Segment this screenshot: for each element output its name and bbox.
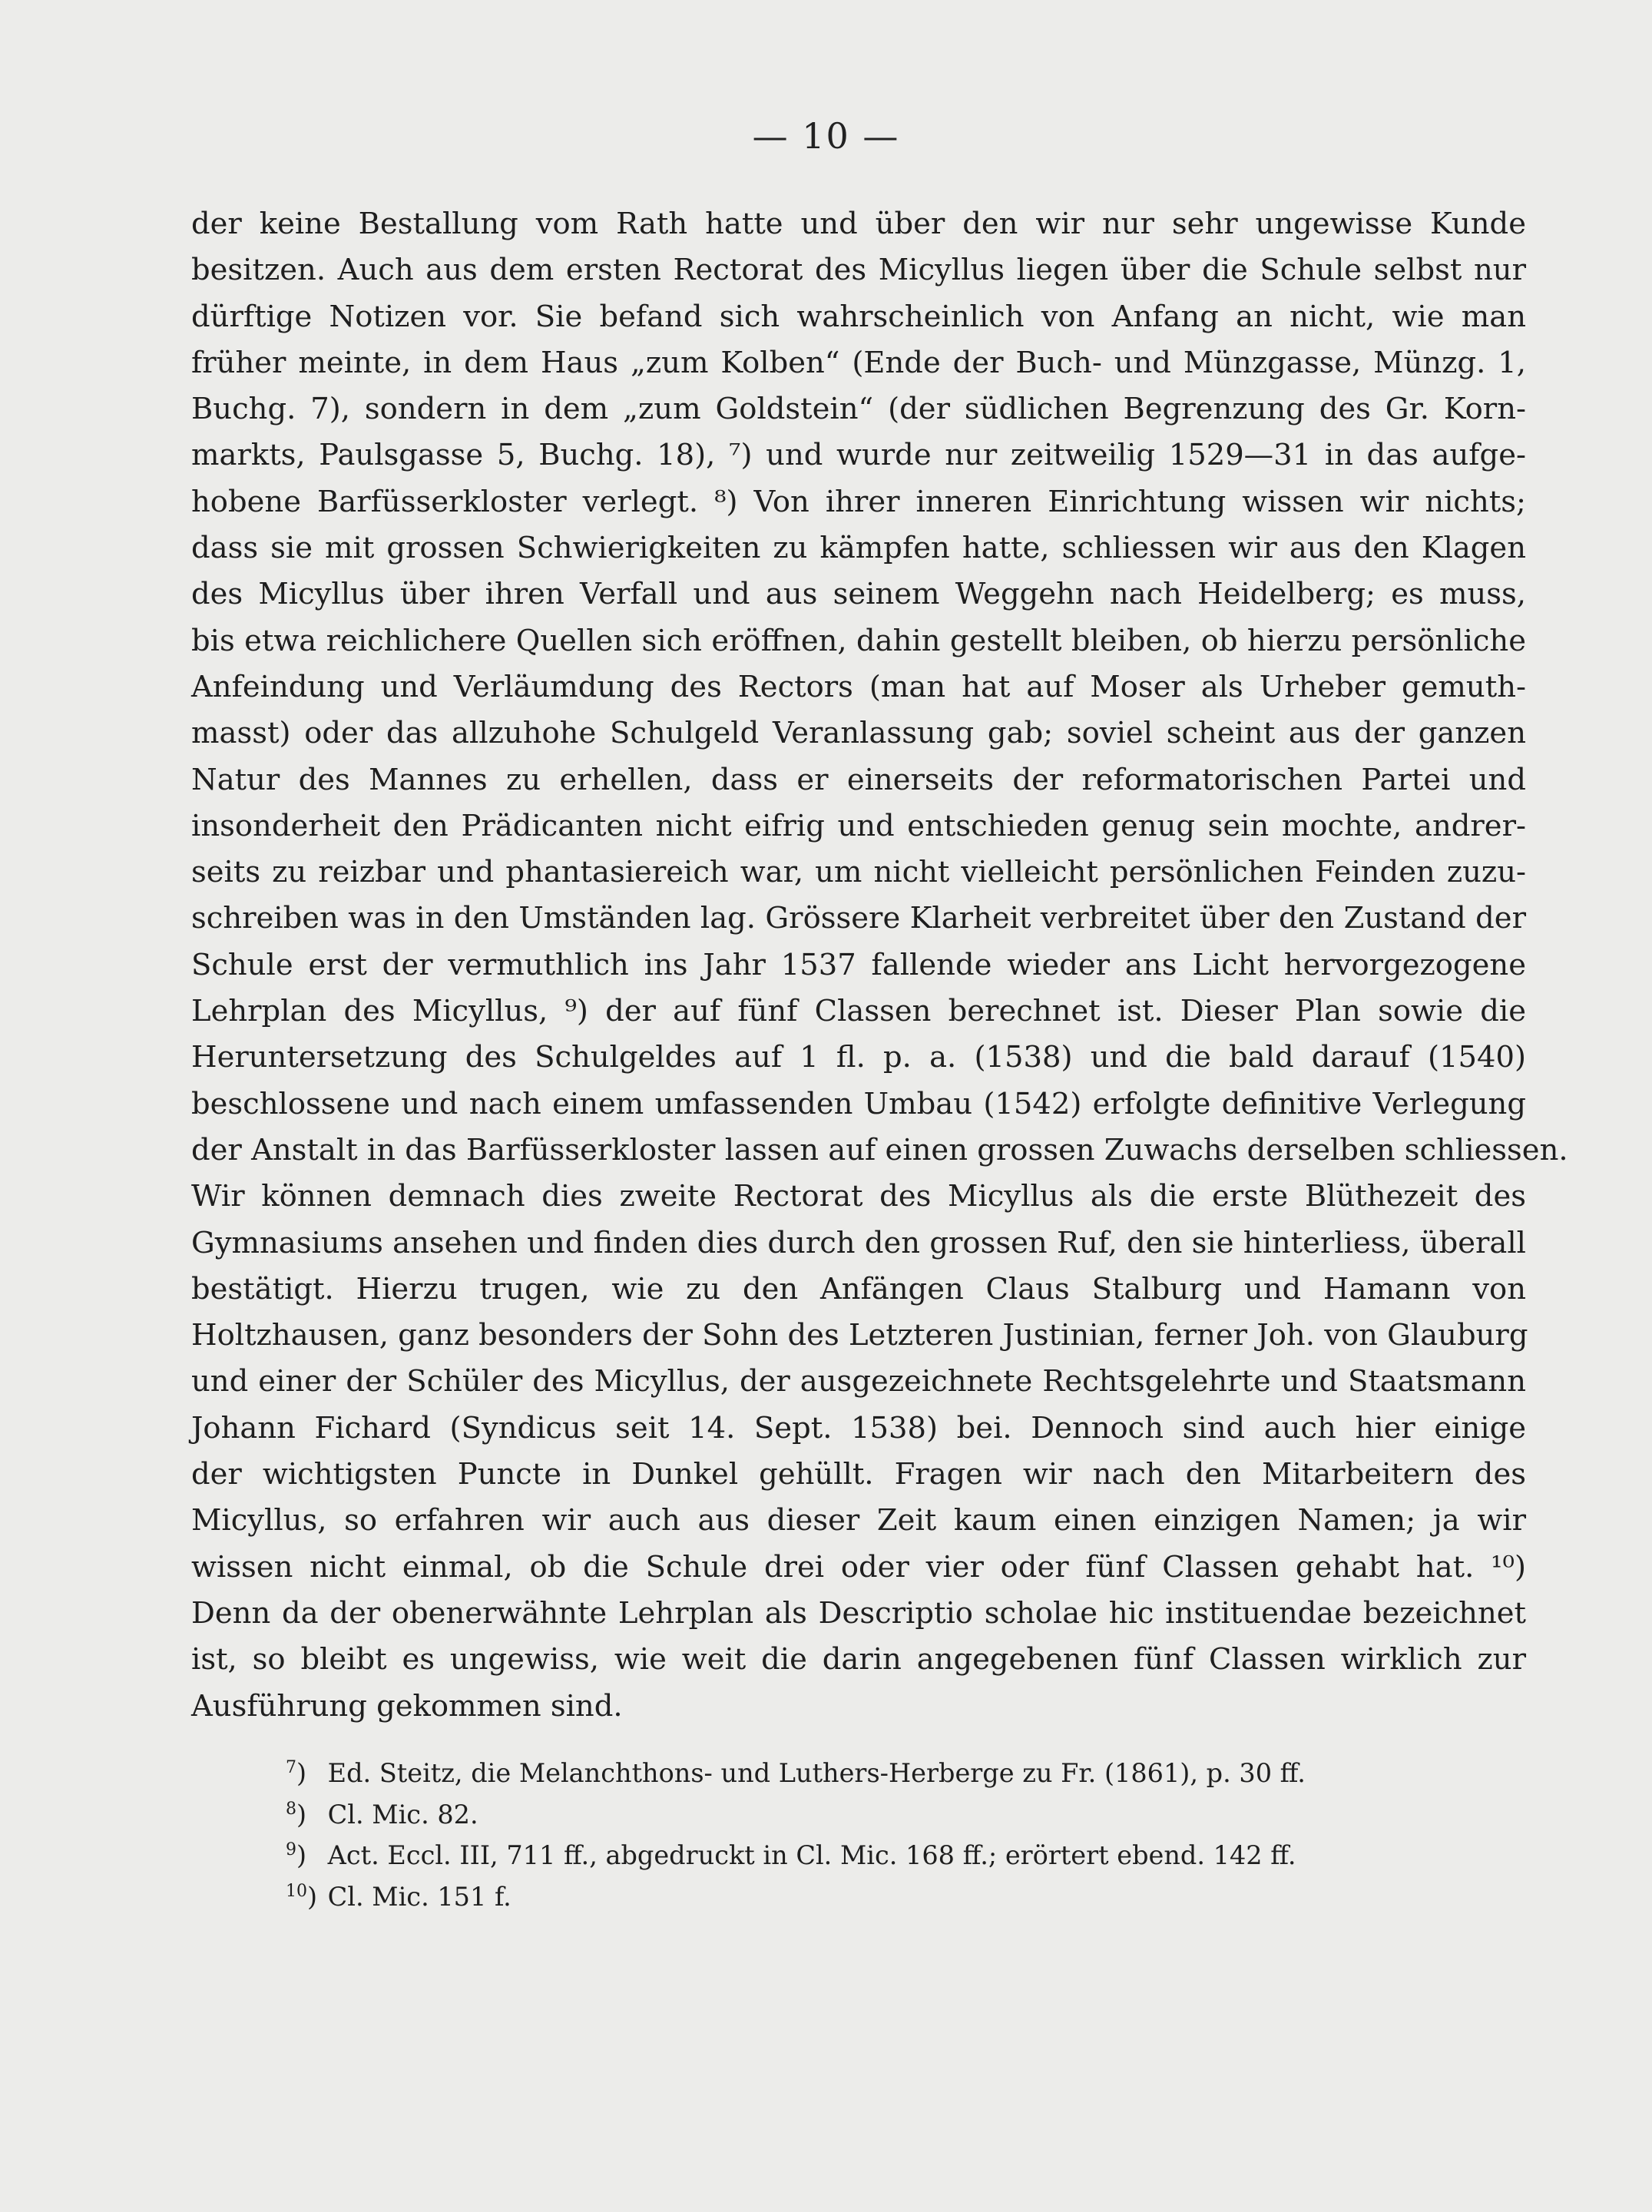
body-line: seits zu reizbar und phantasiereich war, um nicht vielleicht persönlichen Feinden zuzu- xyxy=(191,855,1526,890)
body-line: Anfeindung und Verläumdung des Rectors (man hat auf Moser als Urheber gemuth- xyxy=(191,669,1526,704)
body-line: ist, so bleibt es ungewiss, wie weit die darin angegebenen fünf Classen wirklich zur xyxy=(191,1642,1526,1677)
footnote-text: Ed. Steitz, die Melanchthons- und Luthers-Herberge zu Fr. (1861), p. 30 ff. xyxy=(319,1758,1306,1788)
body-line: Buchg. 7), sondern in dem „zum Goldstein“ (der südlichen Begrenzung des Gr. Korn- xyxy=(191,392,1526,427)
body-line: Micyllus, so erfahren wir auch aus dieser Zeit kaum einen einzigen Namen; ja wir xyxy=(191,1503,1526,1538)
footnote-mark: $^7$) xyxy=(286,1758,307,1788)
body-line: früher meinte, in dem Haus „zum Kolben“ (Ende der Buch- und Münzgasse, Münzg. 1, xyxy=(191,345,1526,380)
body-line: und einer der Schüler des Micyllus, der ausgezeichnete Rechtsgelehrte und Staatsmann xyxy=(191,1364,1526,1399)
body-line: Johann Fichard (Syndicus seit 14. Sept. 1538) bei. Dennoch sind auch hier einige xyxy=(191,1410,1526,1445)
body-line: Schule erst der vermuthlich ins Jahr 1537 fallende wieder ans Licht hervorgezogene xyxy=(191,947,1526,982)
body-line: beschlossene und nach einem umfassenden Umbau (1542) erfolgte definitive Verlegung xyxy=(191,1086,1526,1121)
body-line: dürftige Notizen vor. Sie befand sich wahrscheinlich von Anfang an nicht, wie man xyxy=(191,299,1526,334)
body-line: Ausführung gekommen sind. xyxy=(191,1688,623,1724)
body-text xyxy=(191,201,1568,1730)
footnote-text: Cl. Mic. 82. xyxy=(319,1799,478,1830)
footnote xyxy=(286,1753,1438,1794)
body-line: masst) oder das allzuhohe Schulgeld Veranlassung gab; soviel scheint aus der ganzen xyxy=(191,716,1526,751)
body-line: wissen nicht einmal, ob die Schule drei oder vier oder fünf Classen gehabt hat. ¹⁰) xyxy=(191,1549,1526,1584)
footnote-mark: $^{10}$) xyxy=(286,1881,318,1912)
body-line: bis etwa reichlichere Quellen sich eröffnen, dahin gestellt bleiben, ob hierzu persönliche xyxy=(191,623,1526,658)
body-line: Natur des Mannes zu erhellen, dass er einerseits der reformatorischen Partei und xyxy=(191,762,1526,797)
page-number: — 10 — xyxy=(752,115,900,157)
body-line: Lehrplan des Micyllus, ⁹) der auf fünf Classen berechnet ist. Dieser Plan sowie die xyxy=(191,994,1526,1029)
body-line: besitzen. Auch aus dem ersten Rectorat des Micyllus liegen über die Schule selbst nur xyxy=(191,253,1526,288)
body-line: Denn da der obenerwähnte Lehrplan als Descriptio scholae hic instituendae bezeichnet xyxy=(191,1595,1526,1631)
body-line: dass sie mit grossen Schwierigkeiten zu kämpfen hatte, schliessen wir aus den Klagen xyxy=(191,531,1526,566)
body-line: Gymnasiums ansehen und finden dies durch den grossen Ruf, den sie hinterliess, überall xyxy=(191,1225,1526,1260)
body-line: markts, Paulsgasse 5, Buchg. 18), ⁷) und wurde nur zeitweilig 1529—31 in das aufge- xyxy=(191,438,1526,473)
footnote-text: Act. Eccl. III, 711 ff., abgedruckt in Cl. Mic. 168 ff.; erörtert ebend. 142 ff. xyxy=(319,1840,1296,1870)
body-line: bestätigt. Hierzu trugen, wie zu den Anfängen Claus Stalburg und Hamann von xyxy=(191,1271,1526,1306)
footnote-mark: $^9$) xyxy=(286,1840,307,1870)
body-line: des Micyllus über ihren Verfall und aus seinem Weggehn nach Heidelberg; es muss, xyxy=(191,577,1526,612)
body-line: der keine Bestallung vom Rath hatte und über den wir nur sehr ungewisse Kunde xyxy=(191,207,1526,241)
footnote-text: Cl. Mic. 151 f. xyxy=(319,1881,511,1912)
footnote xyxy=(286,1876,1438,1918)
body-line: der wichtigsten Puncte in Dunkel gehüllt. Fragen wir nach den Mitarbeitern des xyxy=(191,1457,1526,1492)
body-line: Heruntersetzung des Schulgeldes auf 1 fl. p. a. (1538) und die bald darauf (1540) xyxy=(191,1040,1526,1075)
footnote xyxy=(286,1835,1438,1876)
footnote xyxy=(286,1794,1438,1836)
body-line: der Anstalt in das Barfüsserkloster lassen auf einen grossen Zuwachs derselben schliessen. xyxy=(191,1132,1568,1167)
body-line: Wir können demnach dies zweite Rectorat des Micyllus als die erste Blüthezeit des xyxy=(191,1179,1526,1214)
body-line: hobene Barfüsserkloster verlegt. ⁸) Von ihrer inneren Einrichtung wissen wir nichts; xyxy=(191,484,1526,519)
body-line: schreiben was in den Umständen lag. Grössere Klarheit verbreitet über den Zustand der xyxy=(191,901,1526,936)
body-line: Holtzhausen, ganz besonders der Sohn des Letzteren Justinian, ferner Joh. von Glauburg xyxy=(191,1318,1528,1353)
body-line: insonderheit den Prädicanten nicht eifrig und entschieden genug sein mochte, andrer- xyxy=(191,808,1526,843)
footnotes xyxy=(286,1753,1438,1917)
footnote-mark: $^8$) xyxy=(286,1799,307,1830)
